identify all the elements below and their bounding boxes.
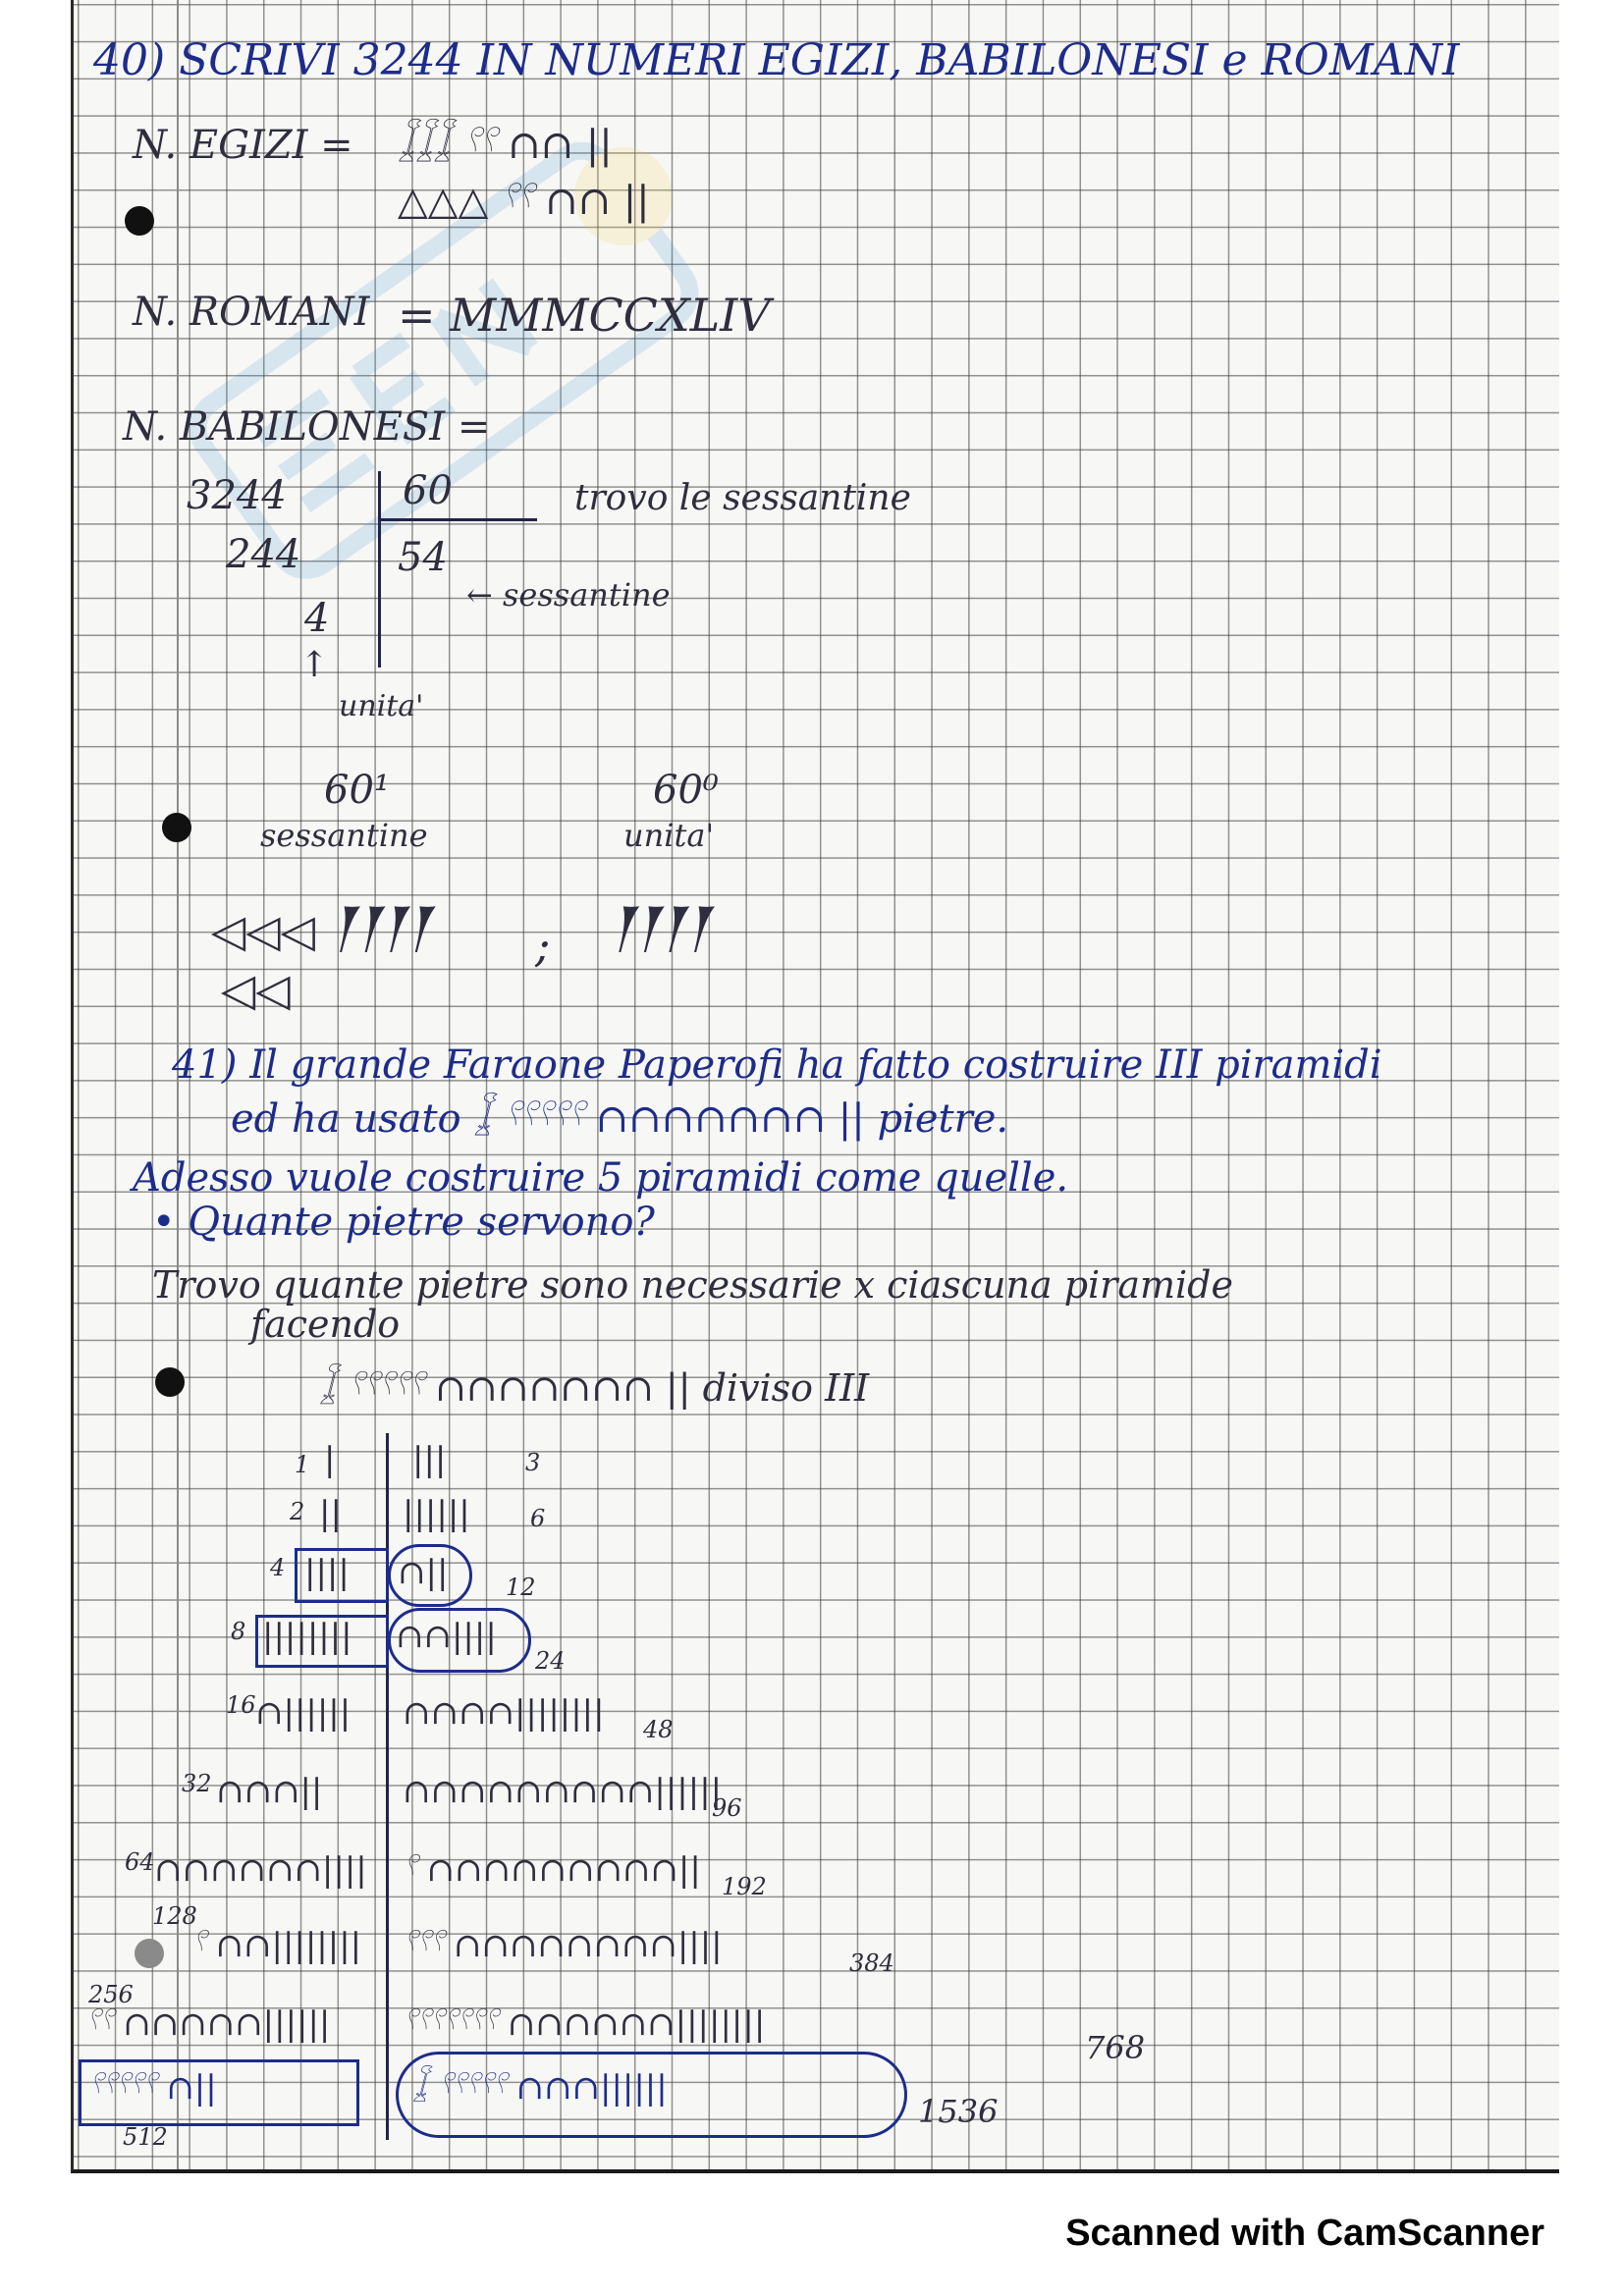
row-left-value: 𓍢𓍢𓍢𓍢𓍢 ∩|| [88, 2068, 217, 2108]
row-right-value: ∩∩∩∩∩∩∩∩∩|||||| [403, 1772, 723, 1811]
row-left-value: ∩|||||| [255, 1693, 352, 1733]
romani-value: = MMMCCXLIV [398, 289, 771, 342]
remainder-note: unita' [339, 689, 424, 723]
egizi-label: N. EGIZI = [133, 123, 353, 168]
division-quotient: 54 [398, 535, 448, 580]
punch-hole [155, 1367, 185, 1397]
exercise-41-line-6: facendo [250, 1303, 401, 1346]
exercise-40-title: 40) SCRIVI 3244 IN NUMERI EGIZI, BABILONESI e ROMANI [93, 35, 1460, 85]
exercise-41-line-2: ed ha usato 𓆼 𓍢𓍢𓍢𓍢𓍢 ∩∩∩∩∩∩∩ || pietre. [231, 1096, 1009, 1142]
egizi-row-2: △△△ 𓍢𓍢 ∩∩ || [398, 179, 650, 224]
babilonesi-label: N. BABILONESI = [123, 404, 491, 450]
romani-label: N. ROMANI [133, 290, 370, 335]
division-note: trovo le sessantine [574, 478, 911, 518]
division-vertical-rule [378, 471, 381, 667]
row-left-num: 64 [125, 1848, 155, 1876]
row-left-num: 2 [290, 1498, 305, 1525]
row-left-num: 128 [152, 1902, 197, 1930]
row-right-num: 1536 [918, 2093, 999, 2130]
row-left-value: ∩∩∩∩∩∩|||| [154, 1850, 367, 1890]
row-right-num: 3 [525, 1449, 541, 1476]
row-left-value: | [324, 1440, 336, 1479]
row-left-num: 512 [123, 2123, 168, 2151]
row-right-num: 384 [849, 1949, 894, 1977]
row-right-num: 12 [506, 1574, 536, 1601]
row-right-value: |||||| [403, 1494, 470, 1533]
camscanner-footer: Scanned with CamScanner [1065, 2213, 1544, 2254]
punch-hole [162, 813, 191, 842]
row-left-num: 8 [231, 1618, 246, 1645]
row-right-num: 96 [712, 1794, 742, 1822]
row-right-num: 48 [643, 1716, 674, 1743]
cuneiform-left-row-2: ◁◁ [221, 963, 291, 1016]
row-right-value: ||| [412, 1440, 447, 1479]
table-vertical-rule [386, 1433, 389, 2140]
row-left-num: 16 [226, 1691, 256, 1719]
row-right-num: 768 [1085, 2029, 1146, 2066]
place-right-power: 60⁰ [653, 768, 719, 813]
row-left-value: || [319, 1494, 342, 1533]
row-left-num: 256 [88, 1981, 134, 2008]
punch-hole [125, 206, 154, 236]
row-right-value: 𓍢𓍢𓍢𓍢𓍢𓍢𓍢 ∩∩∩∩∩∩|||||||| [403, 2004, 766, 2044]
row-left-num: 1 [295, 1451, 310, 1478]
exercise-41-line-1: 41) Il grande Faraone Paperofi ha fatto costruire III piramidi [172, 1042, 1382, 1088]
division-dividend: 3244 [187, 473, 287, 518]
row-right-value: 𓆼 𓍢𓍢𓍢𓍢𓍢 ∩∩∩|||||| [412, 2068, 668, 2108]
row-left-value: 𓍢 ∩∩|||||||| [191, 1926, 362, 1965]
row-left-value: |||||||| [262, 1617, 352, 1656]
division-remainder-step: 244 [226, 532, 301, 577]
division-remainder: 4 [304, 596, 330, 641]
cuneiform-separator: ; [535, 919, 551, 972]
row-left-value: 𓍢𓍢 ∩∩∩∩∩|||||| [85, 2004, 331, 2044]
row-right-value: ∩∩∩∩|||||||| [403, 1693, 605, 1733]
graph-paper-page [71, 0, 1559, 2173]
row-left-value: ∩∩∩|| [216, 1772, 323, 1811]
exercise-41-line-3: Adesso vuole costruire 5 piramidi come quelle. [133, 1155, 1069, 1201]
exercise-41-line-4: • Quante pietre servono? [152, 1200, 655, 1245]
place-left-power: 60¹ [324, 768, 390, 813]
cuneiform-right: 𒐕𒐕𒐕𒐕 [609, 904, 710, 957]
row-left-num: 32 [182, 1770, 212, 1797]
exercise-41-line-5: Trovo quante pietre sono necessarie x ciascuna piramide [152, 1263, 1233, 1307]
row-right-num: 24 [535, 1647, 566, 1675]
place-left-label: sessantine [260, 817, 428, 854]
row-left-num: 4 [270, 1554, 286, 1581]
row-right-num: 6 [530, 1505, 546, 1532]
row-right-value: 𓍢𓍢𓍢 ∩∩∩∩∩∩∩∩|||| [403, 1926, 723, 1965]
division-horizontal-rule [380, 518, 537, 521]
remainder-arrow: ↑ [299, 645, 330, 685]
row-right-value: 𓍢 ∩∩∩∩∩∩∩∩∩|| [403, 1850, 701, 1890]
punch-hole [135, 1939, 164, 1968]
place-right-label: unita' [623, 817, 715, 854]
cuneiform-left-row-1: ◁◁◁ 𒐕𒐕𒐕𒐕 [211, 904, 431, 957]
dividend-line: 𓆼 𓍢𓍢𓍢𓍢𓍢 ∩∩∩∩∩∩∩ || diviso III [319, 1366, 870, 1410]
row-right-value: ∩∩|||| [396, 1617, 497, 1656]
row-left-value: |||| [304, 1553, 350, 1592]
quotient-note: ← sessantine [466, 576, 671, 614]
egizi-row-1: 𓆼𓆼𓆼 𓍢𓍢 ∩∩ || [398, 123, 613, 168]
row-right-num: 192 [722, 1873, 767, 1900]
division-divisor: 60 [403, 468, 453, 513]
row-right-value: ∩|| [398, 1553, 449, 1592]
